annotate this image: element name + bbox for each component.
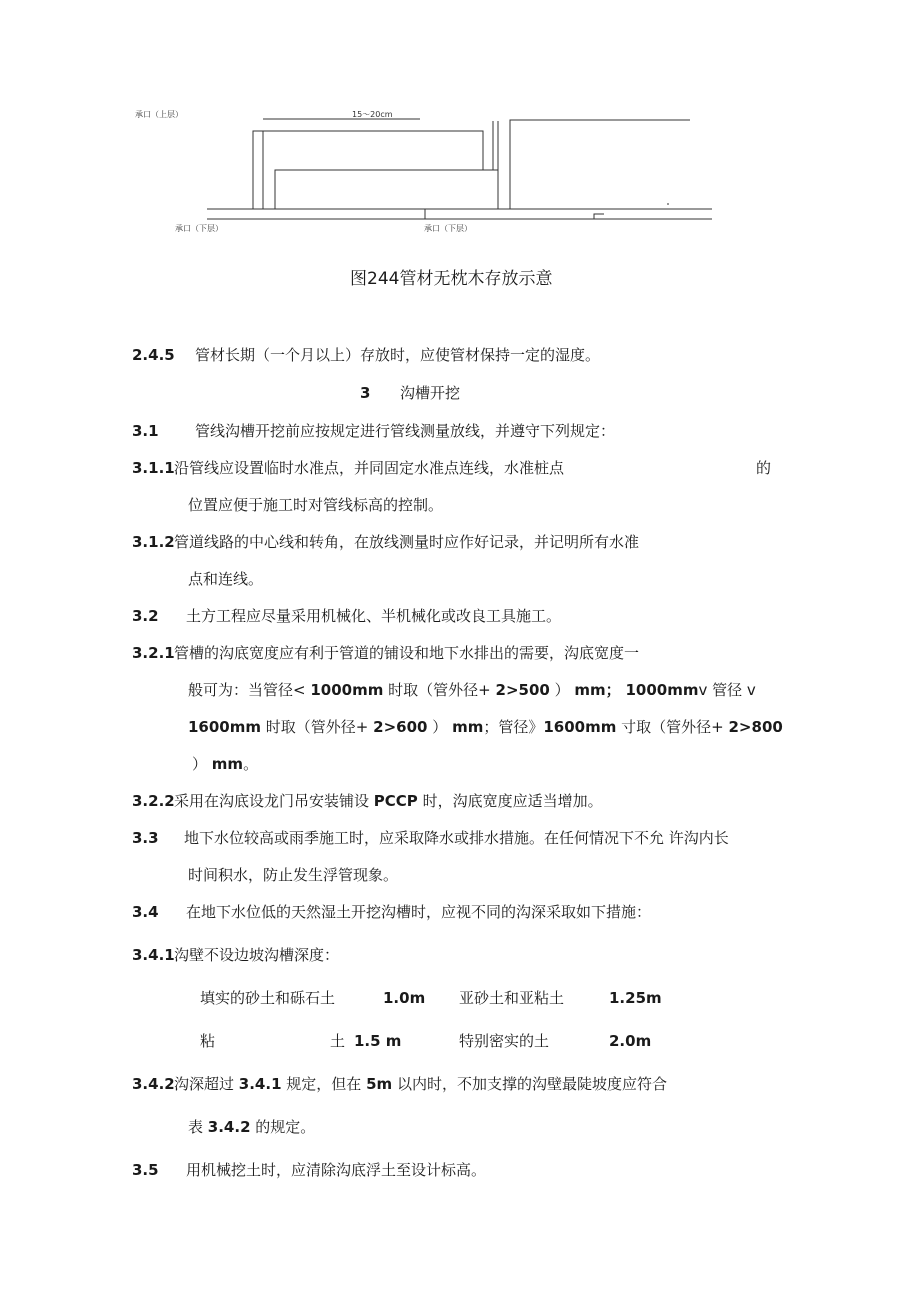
section-2-4-5-text: 管材长期（一个月以上）存放时，应使管材保持一定的湿度。 xyxy=(195,346,601,364)
section-3-4-2-line1 xyxy=(174,1074,667,1094)
section-3-5-text: 用机械挖土时，应清除沟底浮土至设计标高。 xyxy=(186,1161,487,1179)
text-segment: ） xyxy=(554,681,570,699)
value-segment: mm xyxy=(452,718,484,736)
section-3-2-number: 3.2 xyxy=(132,607,159,625)
section-3-1-1-line1-end: 的 xyxy=(756,459,772,477)
section-3-1-number: 3.1 xyxy=(132,422,159,440)
text-segment: ） xyxy=(432,718,448,736)
section-2-4-5-number: 2.4.5 xyxy=(132,346,175,364)
text-segment: ） xyxy=(192,755,208,773)
soil-type-2: 亚砂土和亚粘土 xyxy=(459,989,565,1007)
value-segment: 1600mm xyxy=(543,718,617,736)
soil-depth-4: 2.0m xyxy=(609,1032,652,1050)
figure-caption: 图244管材无枕木存放示意 xyxy=(350,269,553,289)
section-3-3-number: 3.3 xyxy=(132,829,159,847)
value-segment: 2>500 xyxy=(495,681,550,699)
chapter-3-number: 3 xyxy=(360,384,371,402)
section-3-1-1-number: 3.1.1 xyxy=(132,459,175,477)
section-3-2-1-line3 xyxy=(188,717,783,737)
text-segment: 规定，但在 xyxy=(286,1075,362,1093)
value-segment: 1000mm xyxy=(625,681,699,699)
corner-marker xyxy=(594,214,604,219)
section-3-1-2-number: 3.1.2 xyxy=(132,533,175,551)
section-3-1-2-line1: 管道线路的中心线和转角，在放线测量时应作好记录，并记明所有水准 xyxy=(174,533,640,551)
label-socket-lower-left: 承口（下层） xyxy=(175,224,223,233)
section-3-5-number: 3.5 xyxy=(132,1161,159,1179)
text-segment: 。 xyxy=(243,755,259,773)
text-segment: 的规定。 xyxy=(255,1118,316,1136)
text-segment: 沟深超过 xyxy=(174,1075,235,1093)
soil-type-1: 填实的砂土和砾石土 xyxy=(200,989,336,1007)
value-segment: 3.4.2 xyxy=(207,1118,251,1136)
section-3-1-1-line1: 沿管线应设置临时水准点，并同固定水准点连线，水准桩点 xyxy=(174,459,565,477)
right-pipe-outline xyxy=(510,120,690,209)
soil-depth-3: 1.5 m xyxy=(354,1032,402,1050)
label-socket-lower-mid: 承口（下层） xyxy=(424,224,472,233)
section-3-2-1-line4 xyxy=(192,754,258,774)
text-segment: 寸取（管外径+ xyxy=(621,718,724,736)
value-segment: 1600mm xyxy=(188,718,262,736)
soil-type-3b: 土 xyxy=(330,1032,346,1050)
text-segment: 时取（管外径+ xyxy=(388,681,491,699)
value-segment: PCCP xyxy=(373,792,418,810)
value-segment: 2>800 xyxy=(728,718,783,736)
section-3-4-number: 3.4 xyxy=(132,903,159,921)
value-segment: 5m xyxy=(366,1075,393,1093)
section-3-1-1-line2: 位置应便于施工时对管线标高的控制。 xyxy=(188,496,444,514)
text-segment: 表 xyxy=(188,1118,204,1136)
soil-type-4: 特别密实的土 xyxy=(459,1032,550,1050)
text-segment: 般可为：当管径< xyxy=(188,681,306,699)
chapter-3-title: 沟槽开挖 xyxy=(400,384,461,402)
text-segment: ；管径》 xyxy=(483,718,544,736)
section-3-4-1-number: 3.4.1 xyxy=(132,946,175,964)
lower-pipe xyxy=(275,170,498,209)
value-segment: 3.4.1 xyxy=(238,1075,282,1093)
text-segment: 时取（管外径+ xyxy=(265,718,369,736)
section-3-2-2-number: 3.2.2 xyxy=(132,792,175,810)
section-3-1-text: 管线沟槽开挖前应按规定进行管线测量放线，并遵守下列规定： xyxy=(195,422,616,440)
section-3-2-1-number: 3.2.1 xyxy=(132,644,175,662)
soil-type-3a: 粘 xyxy=(200,1032,216,1050)
section-3-2-1-line2 xyxy=(188,680,756,700)
soil-depth-1: 1.0m xyxy=(383,989,426,1007)
label-socket-upper: 承口（上层） xyxy=(135,110,183,119)
section-3-3-line2: 时间积水，防止发生浮管现象。 xyxy=(188,866,399,884)
value-segment: mm xyxy=(211,755,244,773)
text-segment: 以内时，不加支撑的沟壁最陡坡度应符合 xyxy=(396,1075,667,1093)
text-segment: v 管径 v xyxy=(698,681,756,699)
text-segment: 采用在沟底设龙门吊安装铺设 xyxy=(174,792,370,810)
section-3-4-1-text: 沟壁不设边坡沟槽深度： xyxy=(174,946,340,964)
value-segment: 2>600 xyxy=(373,718,428,736)
section-3-4-text: 在地下水位低的天然湿土开挖沟槽时，应视不同的沟深采取如下措施： xyxy=(186,903,652,921)
section-3-2-2-text xyxy=(174,791,603,811)
pipe-storage-diagram xyxy=(0,0,920,240)
value-segment: mm； xyxy=(574,681,621,699)
section-3-1-2-line2: 点和连线。 xyxy=(188,570,264,588)
section-3-4-2-line2 xyxy=(188,1117,315,1137)
text-segment: 时，沟底宽度应适当增加。 xyxy=(422,792,603,810)
section-3-2-text: 土方工程应尽量采用机械化、半机械化或改良工具施工。 xyxy=(186,607,562,625)
soil-depth-2: 1.25m xyxy=(609,989,662,1007)
value-segment: 1000mm xyxy=(310,681,384,699)
section-3-3-line1: 地下水位较高或雨季施工时，应采取降水或排水措施。在任何情况下不允 许沟内长 xyxy=(184,829,729,847)
section-3-2-1-line1: 管槽的沟底宽度应有利于管道的铺设和地下水排出的需要，沟底宽度一 xyxy=(174,644,640,662)
section-3-4-2-number: 3.4.2 xyxy=(132,1075,175,1093)
dimension-label: 15～20cm xyxy=(352,110,393,119)
